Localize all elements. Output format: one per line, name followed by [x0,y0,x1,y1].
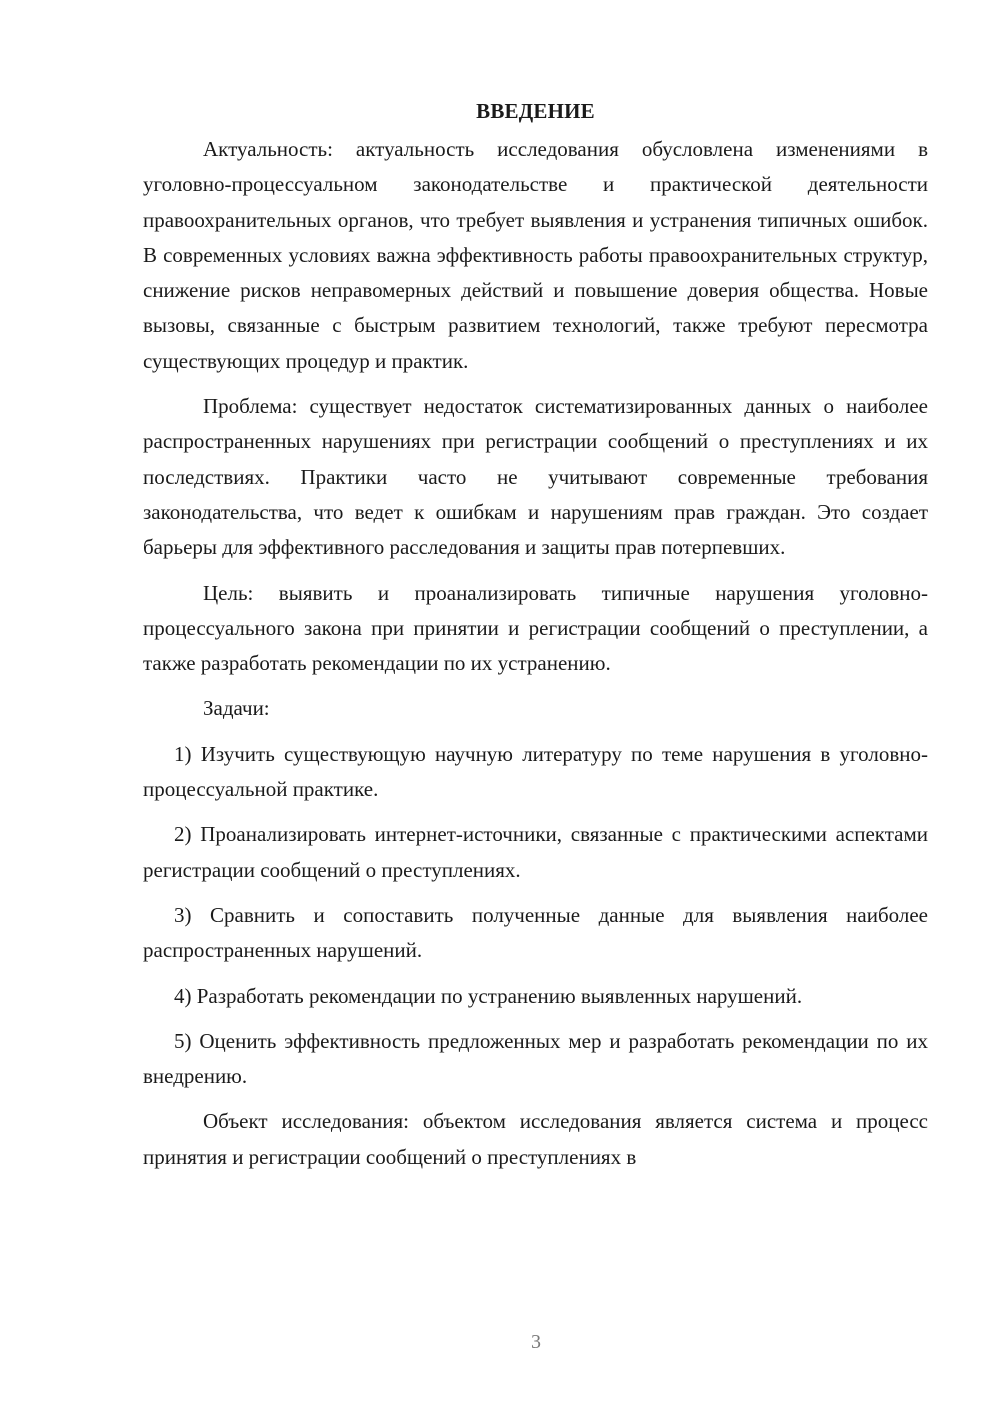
task-item-5: 5) Оценить эффективность предложенных мер и разработать рекомендации по их внедрению. [143,1028,928,1089]
page-title: ВВЕДЕНИЕ [476,99,595,123]
object-paragraph: Объект исследования: объектом исследования является система и процесс принятия и регистрации сообщений о преступлениях в [143,1109,928,1169]
tasks-heading: Задачи: [203,696,270,721]
task-item-3: 3) Сравнить и сопоставить полученные данные для выявления наиболее распространенных нарушений. [143,902,928,963]
relevance-paragraph: Актуальность: актуальность исследования обусловлена изменениями в уголовно-процессуальном законодательстве и практической деятельности правоохранительных органов, что требует выявления и устранения типичных ошибок. В современных условиях важна эффективность работы правоохранительных структур, снижение рисков неправомерных действий и повышение доверия общества. Новые вызовы, связанные с быстрым развитием технологий, также требуют пересмотра существующих процедур и практик. [143,137,928,373]
task-item-2: 2) Проанализировать интернет-источники, связанные с практическими аспектами регистрации сообщений о преступлениях. [143,822,928,882]
page-number: 3 [531,1331,541,1353]
document-page [143,94,928,1175]
task-item-1: 1) Изучить существующую научную литературу по теме нарушения в уголовно-процессуальной практике. [143,741,928,802]
goal-paragraph: Цель: выявить и проанализировать типичные нарушения уголовно-процессуального закона при принятии и регистрации сообщений о преступлении, а также разработать рекомендации по их устранению. [143,580,928,676]
task-item-4: 4) Разработать рекомендации по устранению выявленных нарушений. [174,983,803,1008]
problem-paragraph: Проблема: существует недостаток систематизированных данных о наиболее распространенных нарушениях при регистрации сообщений о преступлениях и их последствиях. Практики часто не учитывают современные требования законодательства, что ведет к ошибкам и нарушениям прав граждан. Это создает барьеры для эффективного расследования и защиты прав потерпевших. [143,394,928,560]
